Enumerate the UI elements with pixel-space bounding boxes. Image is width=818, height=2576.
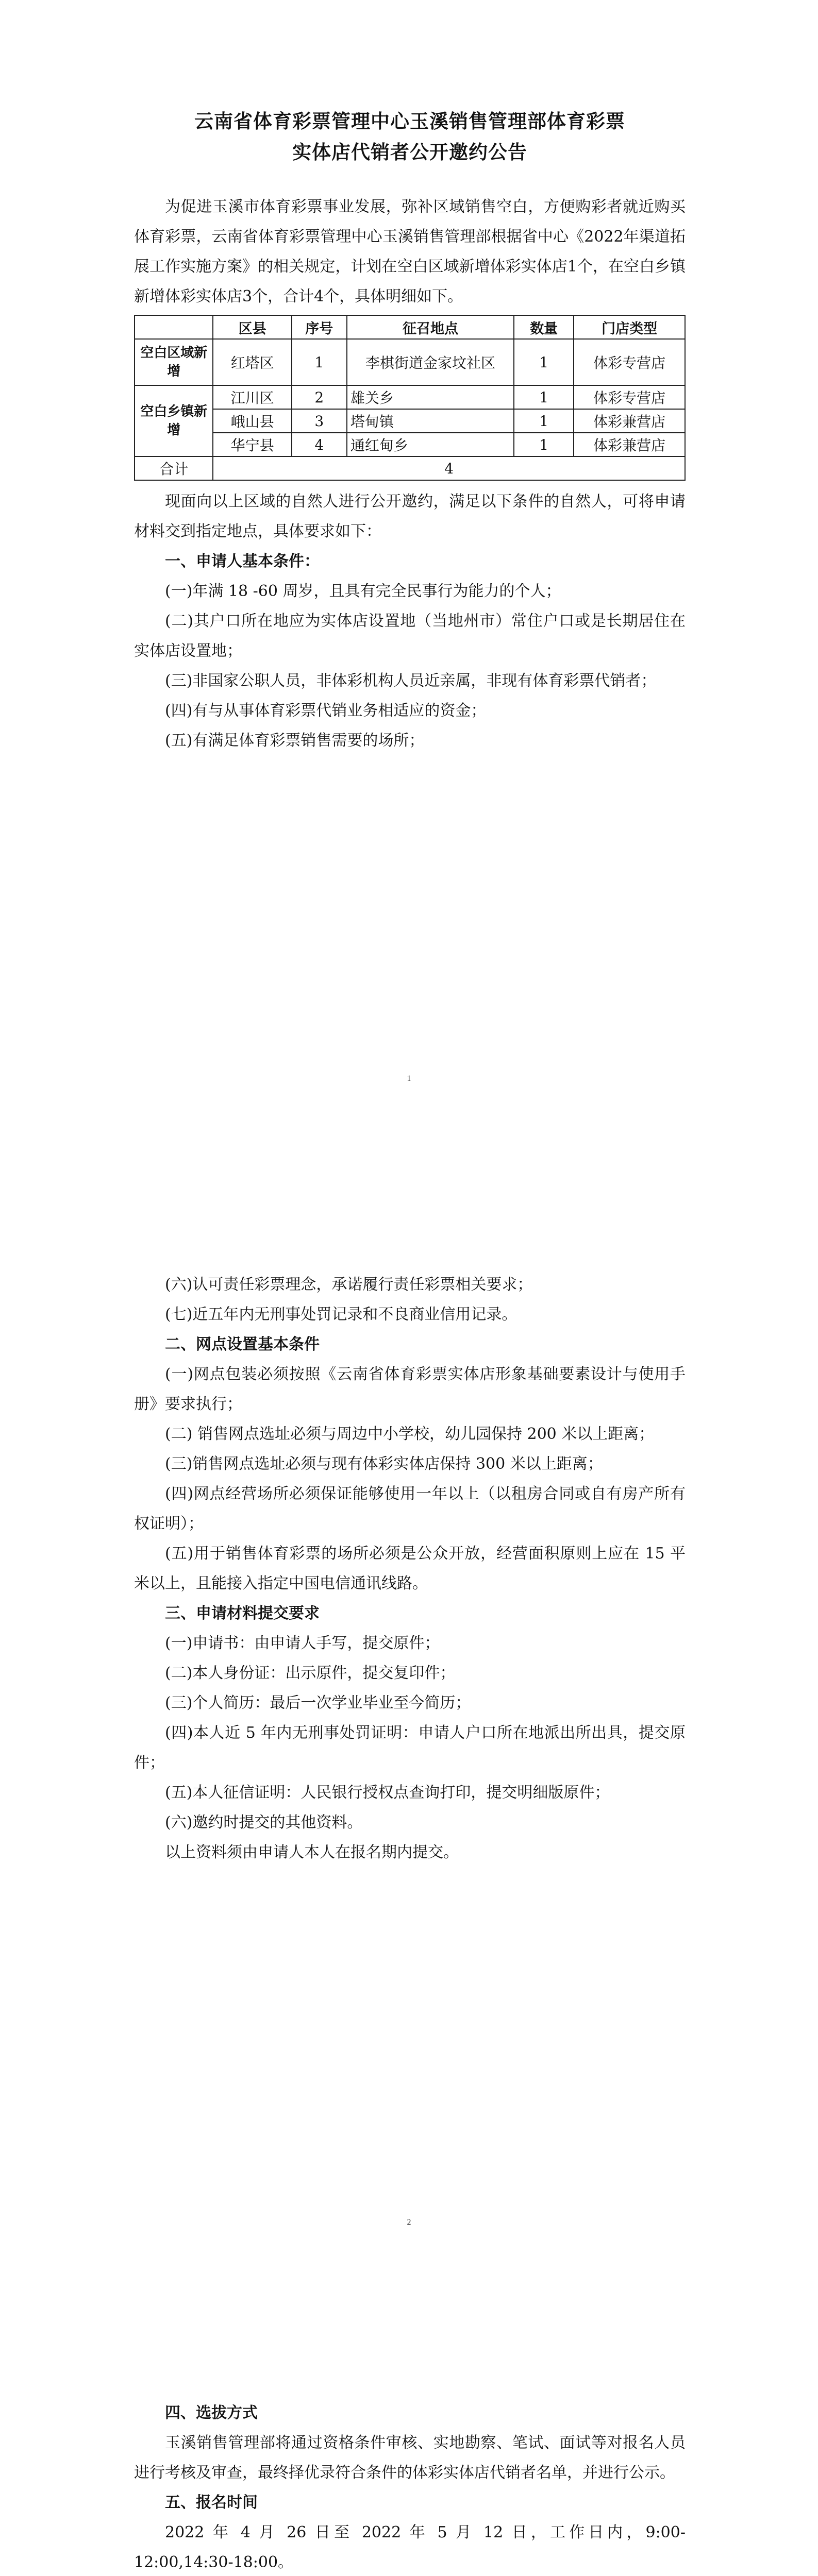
list-item: (一)网点包装必须按照《云南省体育彩票实体店形象基础要素设计与使用手册》要求执行；	[134, 1365, 686, 1413]
cell-county: 红塔区	[213, 339, 291, 385]
quota-table-header	[135, 315, 685, 339]
list-item: (三)非国家公职人员，非体彩机构人员近亲属，非现有体育彩票代销者；	[165, 672, 657, 690]
section4-heading: 四、选拔方式	[165, 2404, 258, 2422]
section5-heading: 五、报名时间	[165, 2494, 258, 2512]
cell-type: 体彩专营店	[574, 385, 685, 409]
cell-county: 华宁县	[213, 433, 291, 456]
list-item: (三)销售网点选址必须与现有体彩实体店保持 300 米以上距离；	[165, 1455, 603, 1473]
cell-seq: 2	[292, 385, 347, 409]
row-group-blank-town: 空白乡镇新增	[135, 385, 213, 456]
list-item: (三)个人简历：最后一次学业毕业至今简历；	[165, 1694, 471, 1712]
page-number-2: 2	[407, 2218, 411, 2227]
list-item: (六)认可责任彩票理念，承诺履行责任彩票相关要求；	[165, 1276, 533, 1294]
list-item: (四)有与从事体育彩票代销业务相适应的资金；	[165, 702, 487, 720]
table-header-seq: 序号	[292, 315, 347, 339]
section2-heading: 二、网点设置基本条件	[165, 1335, 320, 1353]
intro-paragraph: 为促进玉溪市体育彩票事业发展，弥补区域销售空白，方便购彩者就近购买体育彩票，云南省体育彩票管理中心玉溪销售管理部根据省中心《2022年渠道拓展工作实施方案》的相关规定，计划在空白区域新增体彩实体店1个，在空白乡镇新增体彩实体店3个，合计4个，具体明细如下。	[134, 198, 686, 306]
list-item: (二)其户口所在地应为实体店设置地（当地州市）常住户口或是长期居住在实体店设置地；	[134, 612, 686, 660]
list-item: (四)网点经营场所必须保证能够使用一年以上（以租房合同或自有房产所有权证明）；	[134, 1485, 686, 1533]
cell-location: 李棋街道金家坟社区	[347, 339, 514, 385]
doc-title-line2: 实体店代销者公开邀约公告	[292, 141, 527, 163]
table-header-county: 区县	[213, 315, 291, 339]
table-total-row	[135, 456, 685, 480]
table-header-blank	[135, 315, 213, 339]
page-number-1: 1	[407, 1074, 411, 1083]
cell-location: 雄关乡	[347, 385, 514, 409]
page-3	[0, 2311, 818, 2576]
doc-title-line1: 云南省体育彩票管理中心玉溪销售管理部体育彩票	[194, 110, 625, 132]
section3-note: 以上资料须由申请人本人在报名期内提交。	[165, 1843, 459, 1861]
cell-county: 峨山县	[213, 409, 291, 433]
cell-location: 塔甸镇	[347, 409, 514, 433]
table-row	[135, 385, 685, 409]
row-group-blank-area: 空白区域新增	[135, 339, 213, 385]
cell-count: 1	[514, 385, 574, 409]
cell-count: 1	[514, 433, 574, 456]
total-value: 4	[213, 456, 685, 480]
cell-count: 1	[514, 409, 574, 433]
list-item: (五)有满足体育彩票销售需要的场所；	[165, 732, 425, 750]
list-item: (一)年满 18 -60 周岁，且具有完全民事行为能力的个人；	[165, 582, 561, 600]
list-item: (七)近五年内无刑事处罚记录和不良商业信用记录。	[165, 1306, 517, 1324]
cell-count: 1	[514, 339, 574, 385]
table-row	[135, 433, 685, 456]
page-1	[0, 0, 818, 1154]
cell-seq: 1	[292, 339, 347, 385]
list-item: (二)本人身份证：出示原件，提交复印件；	[165, 1664, 456, 1682]
cell-seq: 4	[292, 433, 347, 456]
cell-seq: 3	[292, 409, 347, 433]
invite-paragraph: 现面向以上区域的自然人进行公开邀约，满足以下条件的自然人，可将申请材料交到指定地点，具体要求如下：	[134, 493, 686, 540]
section4-body: 玉溪销售管理部将通过资格条件审核、实地勘察、笔试、面试等对报名人员进行考核及审查，最终择优录符合条件的体彩实体店代销者名单，并进行公示。	[134, 2434, 686, 2482]
list-item: (四)本人近 5 年内无刑事处罚证明：申请人户口所在地派出所出具，提交原件；	[134, 1724, 686, 1772]
quota-table	[134, 315, 686, 481]
table-header-type: 门店类型	[574, 315, 685, 339]
table-row	[135, 339, 685, 385]
cell-type: 体彩兼营店	[574, 409, 685, 433]
table-row	[135, 409, 685, 433]
section5-body: 2022 年 4 月 26 日至 2022 年 5 月 12 日，工作日内，9:00-12:00,14:30-18:00。	[134, 2523, 686, 2571]
cell-location: 通红甸乡	[347, 433, 514, 456]
list-item: (五)本人征信证明：人民银行授权点查询打印，提交明细版原件；	[165, 1784, 610, 1802]
total-label: 合计	[135, 456, 213, 480]
list-item: (一)申请书：由申请人手写，提交原件；	[165, 1634, 440, 1652]
section1-heading: 一、申请人基本条件：	[165, 552, 320, 570]
cell-type: 体彩专营店	[574, 339, 685, 385]
table-header-location: 征召地点	[347, 315, 514, 339]
cell-county: 江川区	[213, 385, 291, 409]
list-item: (二) 销售网点选址必须与周边中小学校，幼儿园保持 200 米以上距离；	[165, 1425, 655, 1443]
section3-heading: 三、申请材料提交要求	[165, 1604, 320, 1622]
list-item: (六)邀约时提交的其他资料。	[165, 1814, 363, 1832]
list-item: (五)用于销售体育彩票的场所必须是公众开放，经营面积原则上应在 15 平米以上，且能接入指定中国电信通讯线路。	[134, 1545, 686, 1592]
table-header-count: 数量	[514, 315, 574, 339]
cell-type: 体彩兼营店	[574, 433, 685, 456]
page-2	[0, 1154, 818, 2311]
